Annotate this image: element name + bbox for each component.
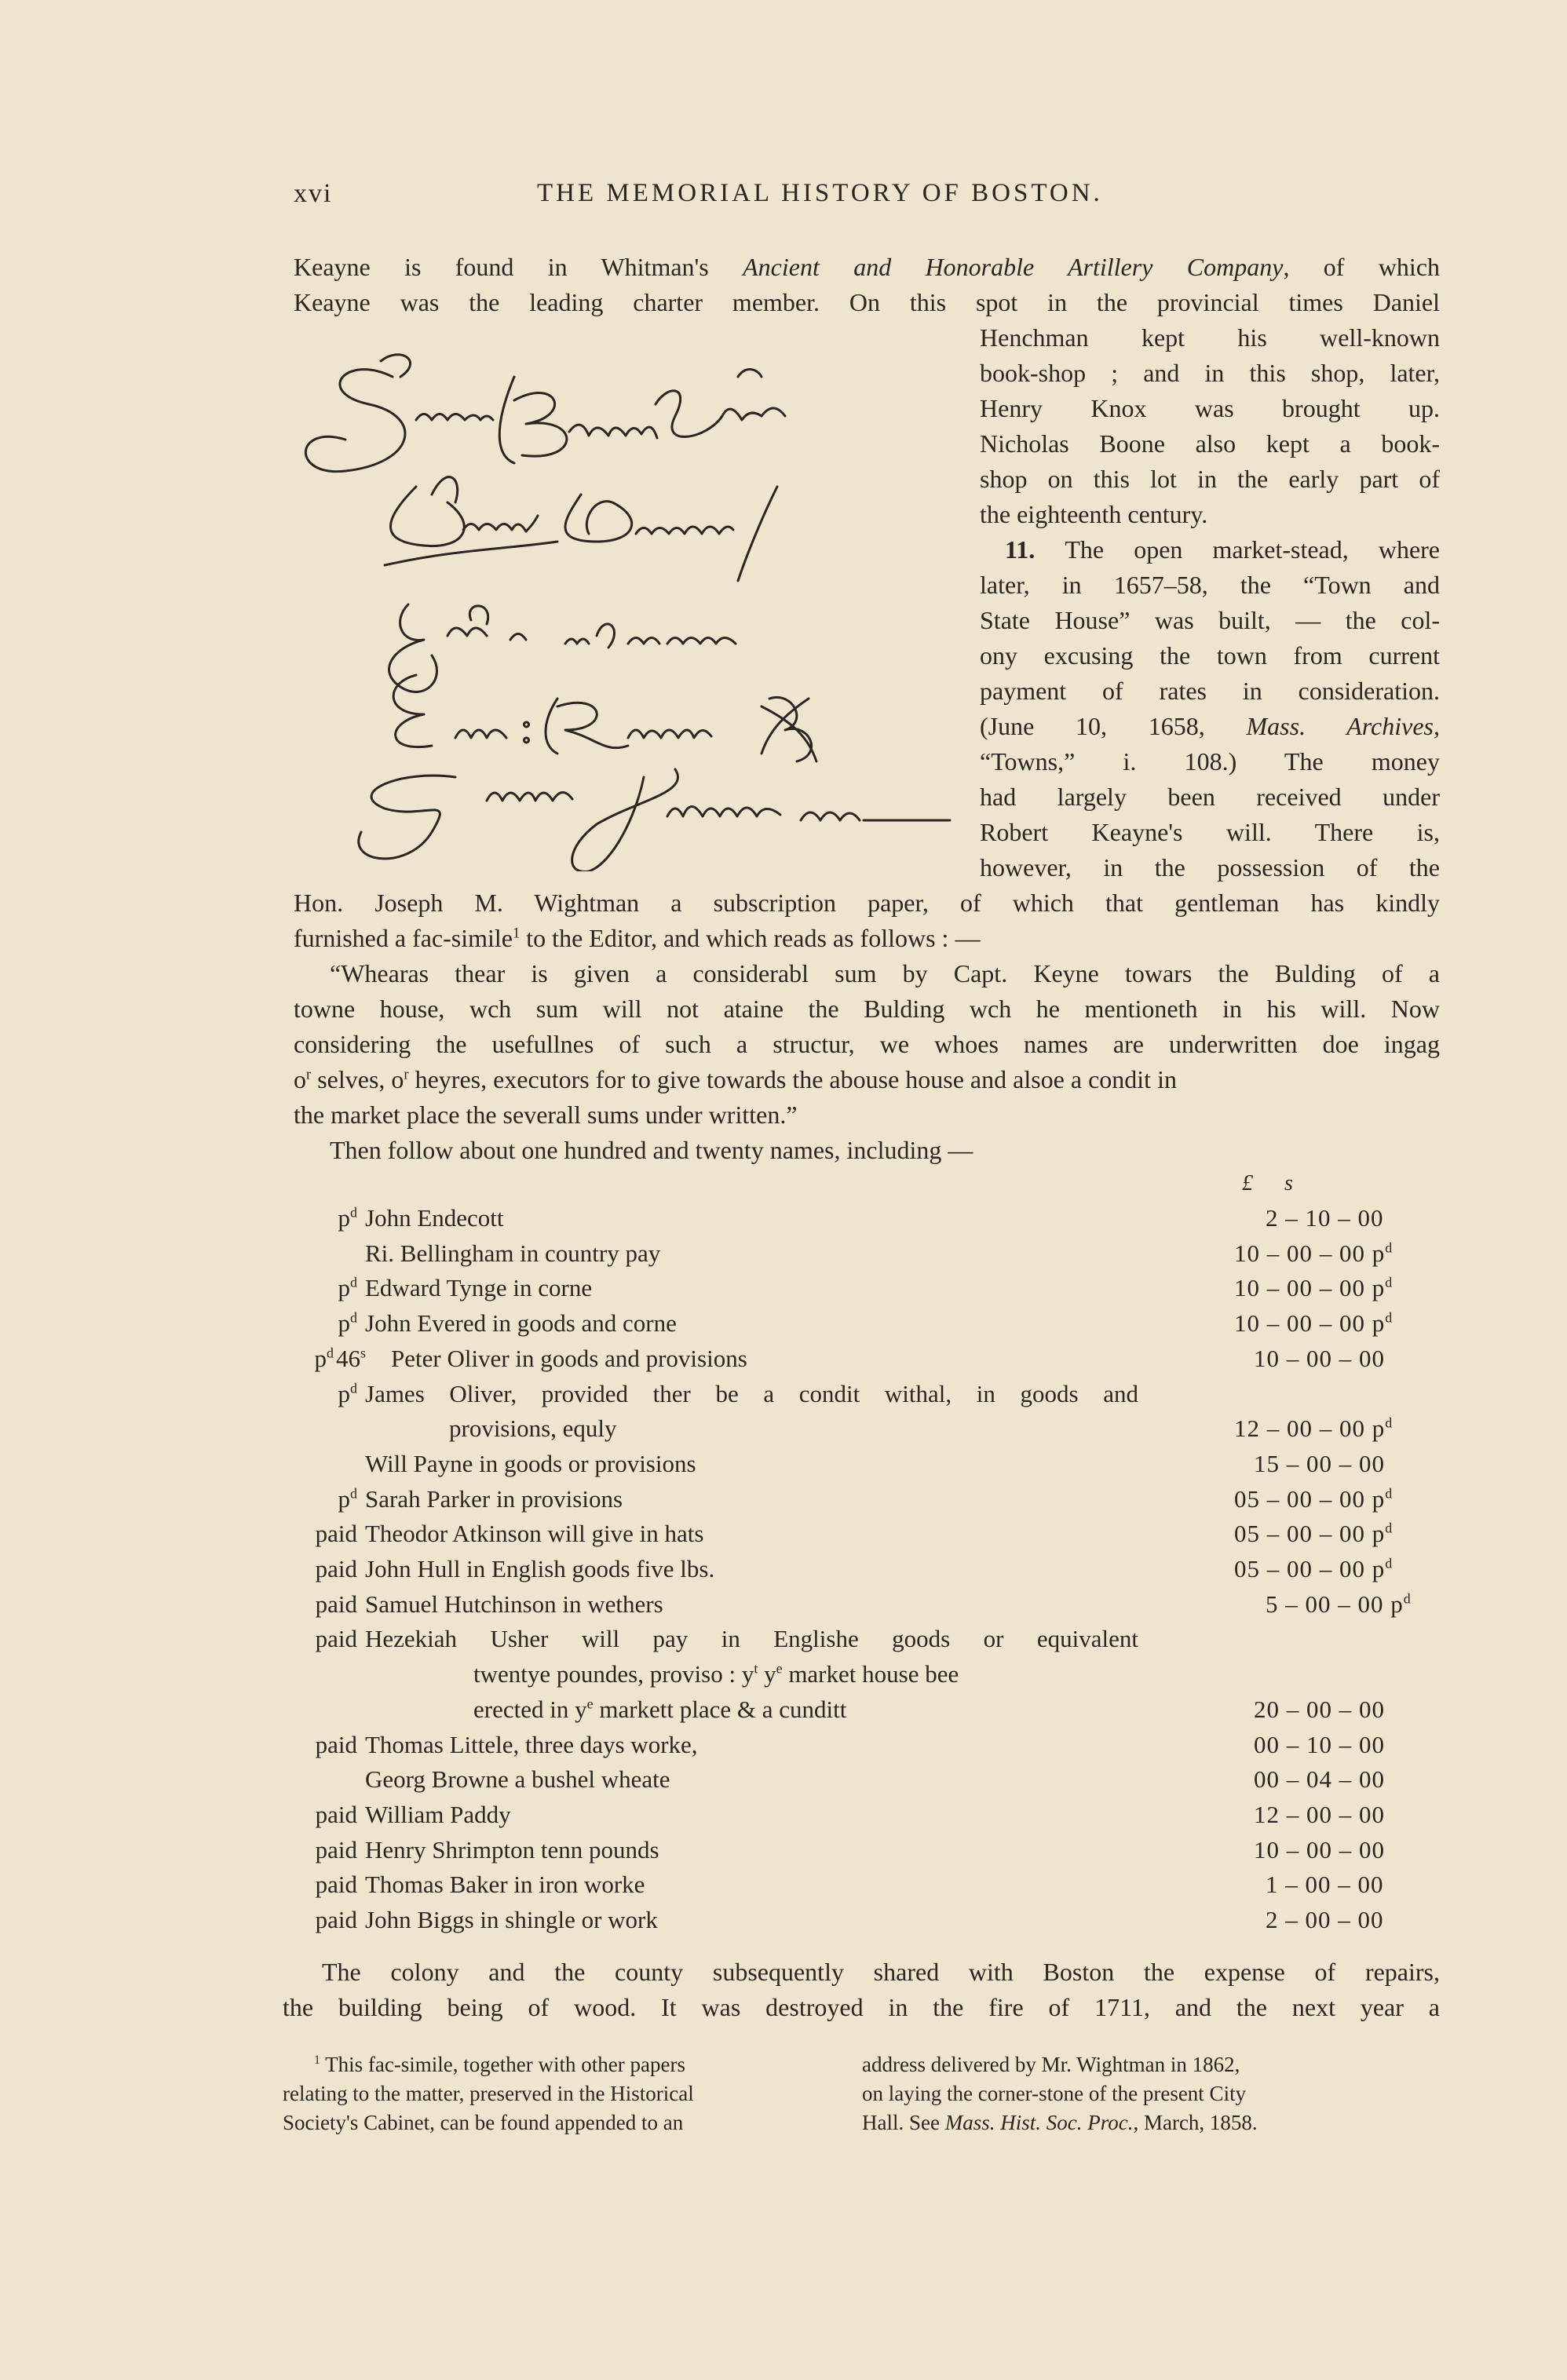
note-line: State House” was built, — the col- (980, 606, 1440, 634)
footnote-right: Hall. See Mass. Hist. Soc. Proc., March, 1858. (862, 2111, 1258, 2134)
subscription-row (275, 1867, 1429, 1902)
amount: 2 – 00 – 00 (1266, 1906, 1384, 1933)
pd-mark: d (350, 1309, 357, 1326)
amount: 05 – 00 – 00 $p^d$ (1234, 1485, 1393, 1513)
subscription-row (275, 1306, 1429, 1341)
subscription-row (275, 1447, 1429, 1481)
note-line-1: 11. The open market-stead, where (1005, 535, 1441, 564)
footnote-ref: 1 (513, 925, 521, 942)
note-line: however, in the possession of the (980, 853, 1440, 882)
amount: 05 – 00 – 00 $p^d$ (1234, 1555, 1393, 1582)
amount: 10 – 00 – 00 $p^d$ (1234, 1309, 1393, 1337)
subscriber-name: John Hull in English goods five lbs. (365, 1555, 715, 1582)
payment-status: paid (315, 1590, 357, 1618)
payment-status: paid (315, 1871, 357, 1898)
amount: 12 – 00 – 00 (1254, 1801, 1385, 1828)
subscriber-name: Thomas Baker in iron worke (365, 1871, 645, 1898)
right-col-line: Henry Knox was brought up. (980, 394, 1440, 422)
subscription-row (275, 1201, 1429, 1236)
subscriber-name: Sarah Parker in provisions (365, 1485, 623, 1513)
right-col-line: book-shop ; and in this shop, later, (980, 359, 1440, 387)
intro-then: Then follow about one hundred and twenty names, including — (330, 1136, 973, 1164)
amount: 10 – 00 – 00 (1254, 1345, 1385, 1372)
subscriber-name: John Evered in goods and corne (365, 1309, 677, 1337)
payment-status: paid (315, 1520, 357, 1547)
subscription-row (275, 1728, 1429, 1762)
note-number: 11. (1005, 535, 1036, 564)
amount: 12 – 00 – 00 $p^d$ (1234, 1414, 1393, 1442)
subscription-row (275, 1622, 1429, 1656)
note-line: later, in 1657–58, the “Town and (980, 571, 1440, 599)
subscriber-name: Theodor Atkinson will give in hats (365, 1520, 704, 1547)
page-header (294, 179, 1443, 210)
subscriber-name: Ri. Bellingham in country pay (365, 1239, 661, 1267)
pd-mark: d (350, 1380, 357, 1396)
payment-status: paid (315, 1836, 357, 1863)
subscriber-name: Thomas Littele, three days worke, (365, 1731, 698, 1758)
note-line: had largely been received under (980, 783, 1440, 811)
amount: 00 – 04 – 00 (1254, 1765, 1385, 1793)
note-line: Robert Keayne's will. There is, (980, 818, 1440, 846)
amount: 15 – 00 – 00 (1254, 1450, 1385, 1477)
subscription-row (275, 1341, 1429, 1376)
pd-mark: d (350, 1485, 357, 1502)
subscription-row (275, 1236, 1429, 1271)
currency-header: £ s (1242, 1171, 1293, 1195)
right-col-line: Nicholas Boone also kept a book- (980, 429, 1440, 458)
closing-line: The colony and the county subsequently shared with Boston the expense of repairs, (322, 1958, 1440, 1986)
subscriber-name: Edward Tynge in corne (365, 1274, 593, 1301)
payment-status: paid (315, 1625, 357, 1652)
payment-status: $p^d$ (338, 1485, 357, 1513)
signatures-facsimile (298, 330, 958, 871)
subscriber-name: James Oliver, provided ther be a condit withal, in goods and (365, 1380, 1138, 1407)
subscription-row (275, 1482, 1429, 1517)
quote-line: $o^r$ selves, $o^r$ heyres, executors for to give towards the abouse house and alsoe a condit in (294, 1065, 1177, 1093)
subscriber-name: Henry Shrimpton tenn pounds (365, 1836, 659, 1863)
pd-mark: d (327, 1345, 334, 1361)
body-line: furnished a fac-simile$^1$ to the Editor, and which reads as follows : — (294, 924, 981, 952)
subscription-row (275, 1798, 1429, 1832)
subscriber-name: Peter Oliver in goods and provisions (391, 1345, 747, 1372)
subscriber-name: Will Payne in goods or provisions (365, 1450, 696, 1477)
subscriber-name: John Endecott (365, 1204, 504, 1232)
subscriber-name: Georg Browne a bushel wheate (365, 1765, 670, 1793)
pd-mark: d (350, 1274, 357, 1290)
prefix-number: 46$^s$ (336, 1345, 366, 1372)
subscriber-name: provisions, equly (449, 1414, 617, 1442)
payment-status: $p^d$ (338, 1309, 357, 1337)
subscription-row (275, 1411, 1429, 1446)
running-title: THE MEMORIAL HISTORY OF BOSTON. (537, 179, 1103, 207)
intro-line-2: Keayne was the leading charter member. On this spot in the provincial times Daniel (294, 288, 1440, 316)
pd-mark: d (350, 1204, 357, 1221)
footnote-left: $^1$ This fac-simile, together with other papers (314, 2053, 685, 2076)
subscription-row (275, 1657, 1429, 1692)
footnote-right: on laying the corner-stone of the present City (862, 2082, 1247, 2105)
subscription-row (275, 1377, 1429, 1411)
amount: 10 – 00 – 00 (1254, 1836, 1385, 1863)
right-col-line: Henchman kept his well-known (980, 323, 1440, 352)
subscription-row (275, 1903, 1429, 1937)
amount: 05 – 00 – 00 $p^d$ (1234, 1520, 1393, 1547)
subscriber-name: Hezekiah Usher will pay in Englishe goods or equivalent (365, 1625, 1138, 1652)
payment-status: $p^d$ (338, 1380, 357, 1407)
quote-line: the market place the severall sums under written.” (294, 1101, 798, 1129)
payment-status: paid (315, 1555, 357, 1582)
subscriber-name: William Paddy (365, 1801, 511, 1828)
footnote-number: 1 (314, 2053, 320, 2067)
footnote-left: relating to the matter, preserved in the Historical (283, 2082, 694, 2105)
note-line: “Towns,” i. 108.) The money (980, 747, 1440, 776)
payment-status: paid (315, 1801, 357, 1828)
subscription-row (275, 1833, 1429, 1867)
subscriber-name: twentye poundes, proviso : $y^t$ $y^e$ market house bee (473, 1660, 959, 1688)
quote-line: “Whearas thear is given a considerabl sum by Capt. Keyne towars the Bulding of a (330, 959, 1440, 987)
subscription-row (275, 1762, 1429, 1797)
subscription-row (275, 1692, 1429, 1727)
amount: 10 – 00 – 00 $p^d$ (1234, 1274, 1393, 1301)
payment-status: $p^d$ (314, 1345, 334, 1372)
footnote-right: address delivered by Mr. Wightman in 1862, (862, 2053, 1240, 2076)
right-col-line: shop on this lot in the early part of (980, 465, 1440, 493)
footnote-left: Society's Cabinet, can be found appended to an (283, 2111, 684, 2134)
subscription-row (275, 1587, 1429, 1622)
payment-status: paid (315, 1906, 357, 1933)
subscription-row (275, 1517, 1429, 1551)
subscriber-name: erected in $y^e$ markett place & a cunditt (473, 1696, 847, 1723)
payment-status: $p^d$ (338, 1274, 357, 1301)
payment-status: paid (315, 1731, 357, 1758)
subscriber-name: Samuel Hutchinson in wethers (365, 1590, 663, 1618)
amount: 10 – 00 – 00 $p^d$ (1234, 1239, 1393, 1267)
amount: 00 – 10 – 00 (1254, 1731, 1385, 1758)
note-line: ony excusing the town from current (980, 641, 1440, 670)
subscriber-name: John Biggs in shingle or work (365, 1906, 658, 1933)
page-number: xvi (294, 179, 333, 208)
amount: 1 – 00 – 00 (1266, 1871, 1384, 1898)
note-line: (June 10, 1658, Mass. Archives, (980, 712, 1440, 740)
quote-line: towne house, wch sum will not ataine the Bulding wch he mentioneth in his will. Now (294, 995, 1440, 1023)
amount: 5 – 00 – 00 $p^d$ (1266, 1590, 1412, 1618)
subscription-row (275, 1271, 1429, 1305)
note-line: payment of rates in consideration. (980, 677, 1440, 705)
body-line: Hon. Joseph M. Wightman a subscription paper, of which that gentleman has kindly (294, 889, 1440, 917)
closing-line: the building being of wood. It was destroyed in the fire of 1711, and the next year a (283, 1993, 1440, 2021)
quote-line: considering the usefullnes of such a structur, we whoes names are underwritten doe ingag (294, 1030, 1440, 1058)
right-col-line: the eighteenth century. (980, 500, 1208, 528)
subscription-row (275, 1552, 1429, 1586)
payment-status: $p^d$ (338, 1204, 357, 1232)
amount: 20 – 00 – 00 (1254, 1696, 1385, 1723)
intro-line-1: Keayne is found in Whitman's Ancient and Honorable Artillery Company, of which (294, 253, 1441, 281)
amount: 2 – 10 – 00 (1266, 1204, 1384, 1232)
handwritten-signatures (298, 330, 958, 871)
